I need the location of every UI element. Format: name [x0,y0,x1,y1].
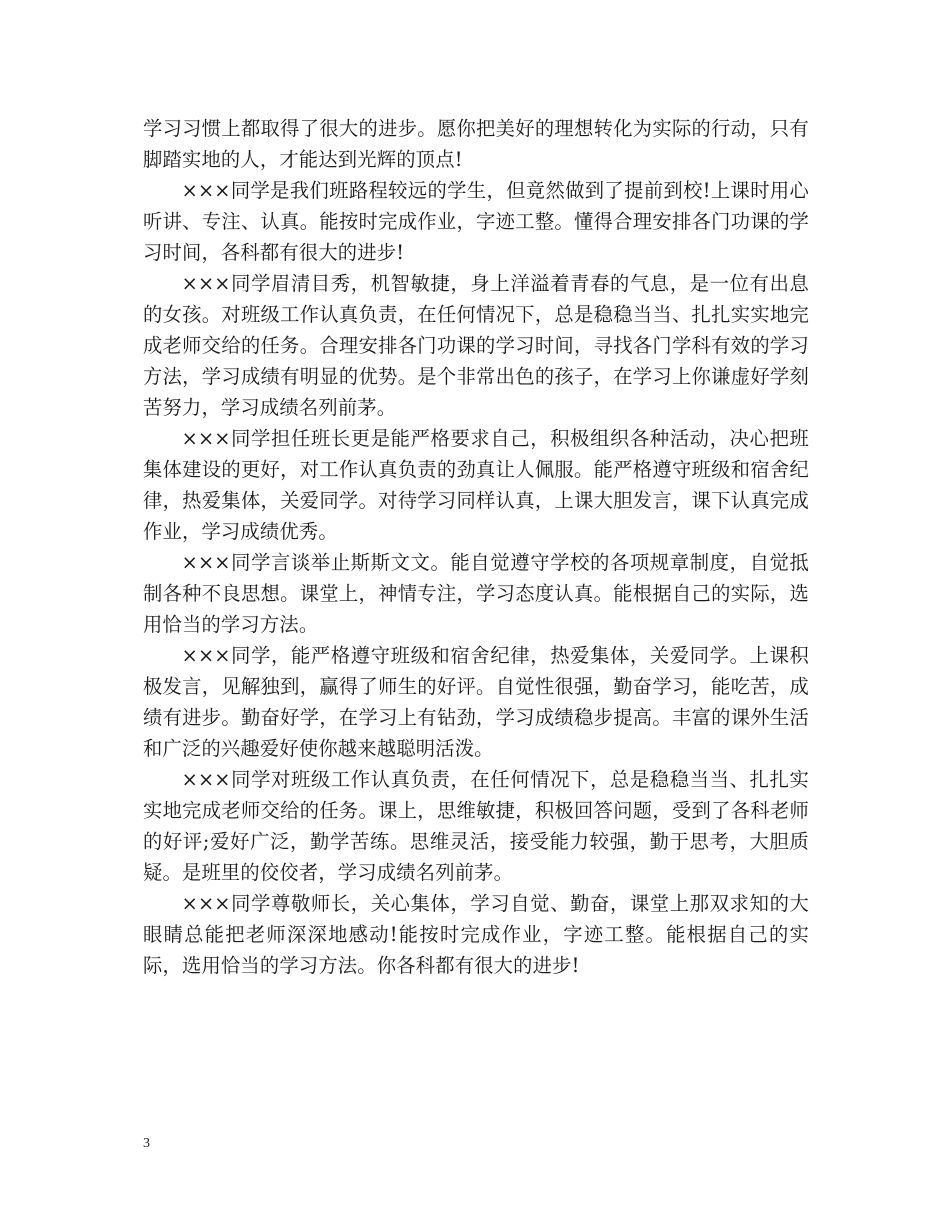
paragraph-comment-2: ×××同学眉清目秀，机智敏捷，身上洋溢着青春的气息，是一位有出息的女孩。对班级工作认真负责，在任何情况下，总是稳稳当当、扎扎实实地完成老师交给的任务。合理安排各门功课的学习时间，寻找各门学科有效的学习方法，学习成绩有明显的优势。是个非常出色的孩子，在学习上你谦虚好学刻苦努力，学习成绩名列前茅。 [143,272,809,419]
paragraph-comment-3: ×××同学担任班长更是能严格要求自己，积极组织各种活动，决心把班集体建设的更好，对工作认真负责的劲真让人佩服。能严格遵守班级和宿舍纪律，热爱集体，关爱同学。对待学习同样认真，上课大胆发言，课下认真完成作业，学习成绩优秀。 [143,427,809,543]
paragraph-comment-7: ×××同学尊敬师长，关心集体，学习自觉、勤奋，课堂上那双求知的大眼睛总能把老师深深地感动!能按时完成作业，字迹工整。能根据自己的实际，选用恰当的学习方法。你各科都有很大的进步! [143,892,809,977]
paragraph-comment-1: ×××同学是我们班路程较远的学生，但竟然做到了提前到校!上课时用心听讲、专注、认真。能按时完成作业，字迹工整。懂得合理安排各门功课的学习时间，各科都有很大的进步! [143,179,809,264]
document-body [143,113,809,981]
paragraph-comment-4: ×××同学言谈举止斯斯文文。能自觉遵守学校的各项规章制度，自觉抵制各种不良思想。课堂上，神情专注，学习态度认真。能根据自己的实际，选用恰当的学习方法。 [143,551,809,636]
paragraph-continued: 学习习惯上都取得了很大的进步。愿你把美好的理想转化为实际的行动，只有脚踏实地的人，才能达到光辉的顶点! [143,117,809,171]
page-number: 3 [143,1136,150,1151]
paragraph-comment-5: ×××同学，能严格遵守班级和宿舍纪律，热爱集体，关爱同学。上课积极发言，见解独到，赢得了师生的好评。自觉性很强，勤奋学习，能吃苦，成绩有进步。勤奋好学，在学习上有钻劲，学习成绩稳步提高。丰富的课外生活和广泛的兴趣爱好使你越来越聪明活泼。 [143,644,809,760]
paragraph-comment-6: ×××同学对班级工作认真负责，在任何情况下，总是稳稳当当、扎扎实实地完成老师交给的任务。课上，思维敏捷，积极回答问题，受到了各科老师的好评;爱好广泛，勤学苦练。思维灵活，接受能力较强，勤于思考，大胆质疑。是班里的佼佼者，学习成绩名列前茅。 [143,768,809,884]
